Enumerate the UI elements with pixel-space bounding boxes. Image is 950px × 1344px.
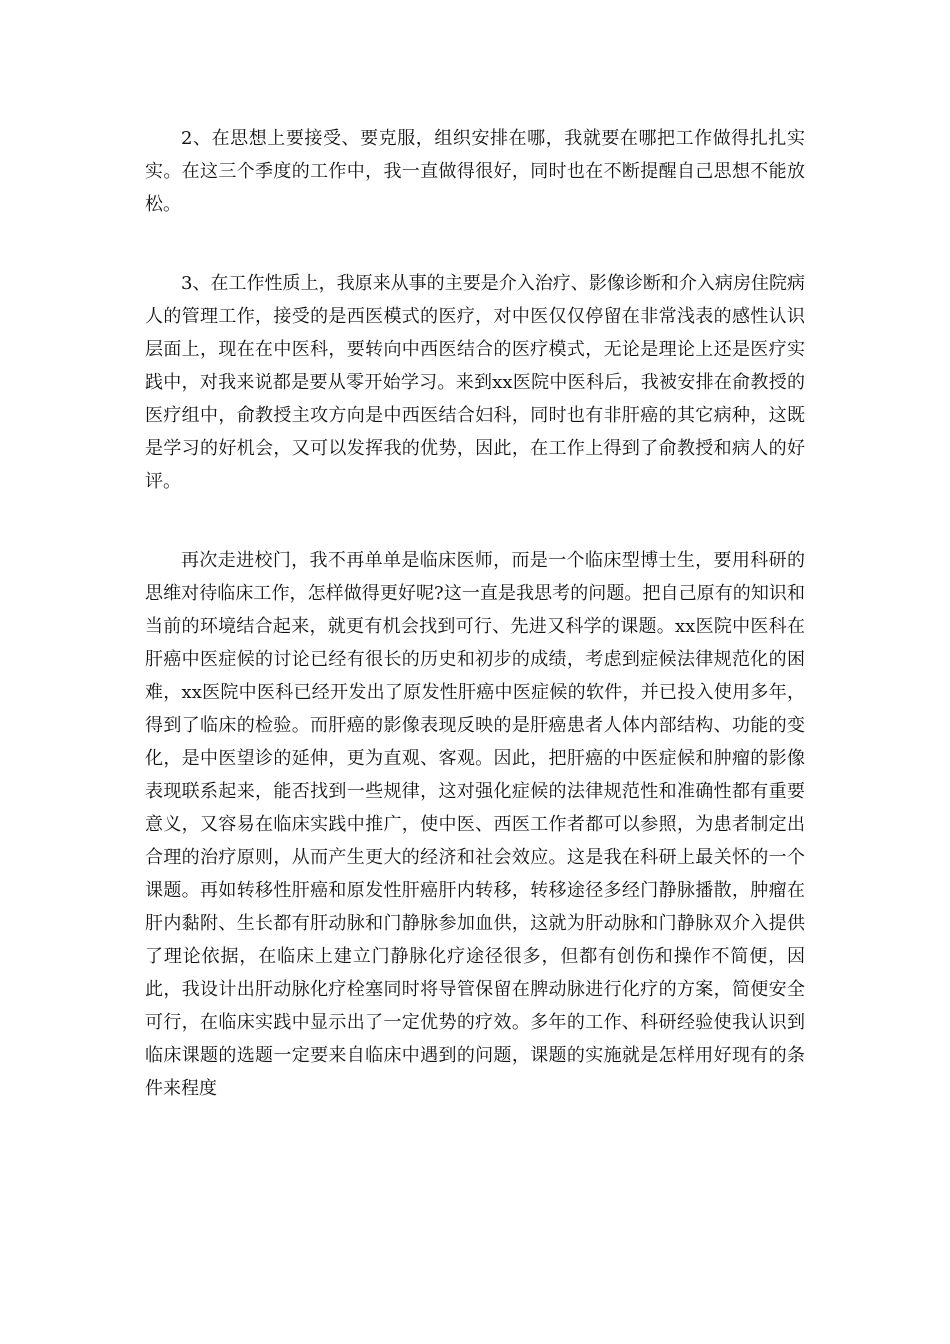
paragraph-3: 再次走进校门，我不再单单是临床医师，而是一个临床型博士生，要用科研的思维对待临床工作，怎样做得更好呢?这一直是我思考的问题。把自己原有的知识和当前的环境结合起来，就更有机会找到可行、先进又科学的课题。xx医院中医科在肝癌中医症候的讨论已经有很长的历史和初步的成绩，考虑到症候法律规范化的困难，xx医院中医科已经开发出了原发性肝癌中医症候的软件，并已投入使用多年，得到了临床的检验。而肝癌的影像表现反映的是肝癌患者人体内部结构、功能的变化，是中医望诊的延伸，更为直观、客观。因此，把肝癌的中医症候和肿瘤的影像表现联系起来，能否找到一些规律，这对强化症候的法律规范性和准确性都有重要意义，又容易在临床实践中推广，使中医、西医工作者都可以参照，为患者制定出合理的治疗原则，从而产生更大的经济和社会效应。这是我在科研上最关怀的一个课题。再如转移性肝癌和原发性肝癌肝内转移，转移途径多经门静脉播散，肿瘤在肝内黏附、生长都有肝动脉和门静脉参加血供，这就为肝动脉和门静脉双介入提供了理论依据，在临床上建立门静脉化疗途径很多，但都有创伤和操作不简便，因此，我设计出肝动脉化疗栓塞同时将导管保留在脾动脉进行化疗的方案，简便安全可行，在临床实践中显示出了一定优势的疗效。多年的工作、科研经验使我认识到临床课题的选题一定要来自临床中遇到的问题，课题的实施就是怎样用好现有的条件来程度: [145, 550, 805, 1099]
document-page: [145, 122, 805, 1105]
paragraph-1: 2、在思想上要接受、要克服，组织安排在哪，我就要在哪把工作做得扎扎实实。在这三个季度的工作中，我一直做得很好，同时也在不断提醒自己思想不能放松。: [145, 128, 805, 215]
paragraph-2: 3、在工作性质上，我原来从事的主要是介入治疗、影像诊断和介入病房住院病人的管理工作，接受的是西医模式的医疗，对中医仅仅停留在非常浅表的感性认识层面上，现在在中医科，要转向中西医结合的医疗模式，无论是理论上还是医疗实践中，对我来说都是要从零开始学习。来到xx医院中医科后，我被安排在俞教授的医疗组中，俞教授主攻方向是中西医结合妇科，同时也有非肝癌的其它病种，这既是学习的好机会，又可以发挥我的优势，因此，在工作上得到了俞教授和病人的好评。: [145, 273, 805, 492]
